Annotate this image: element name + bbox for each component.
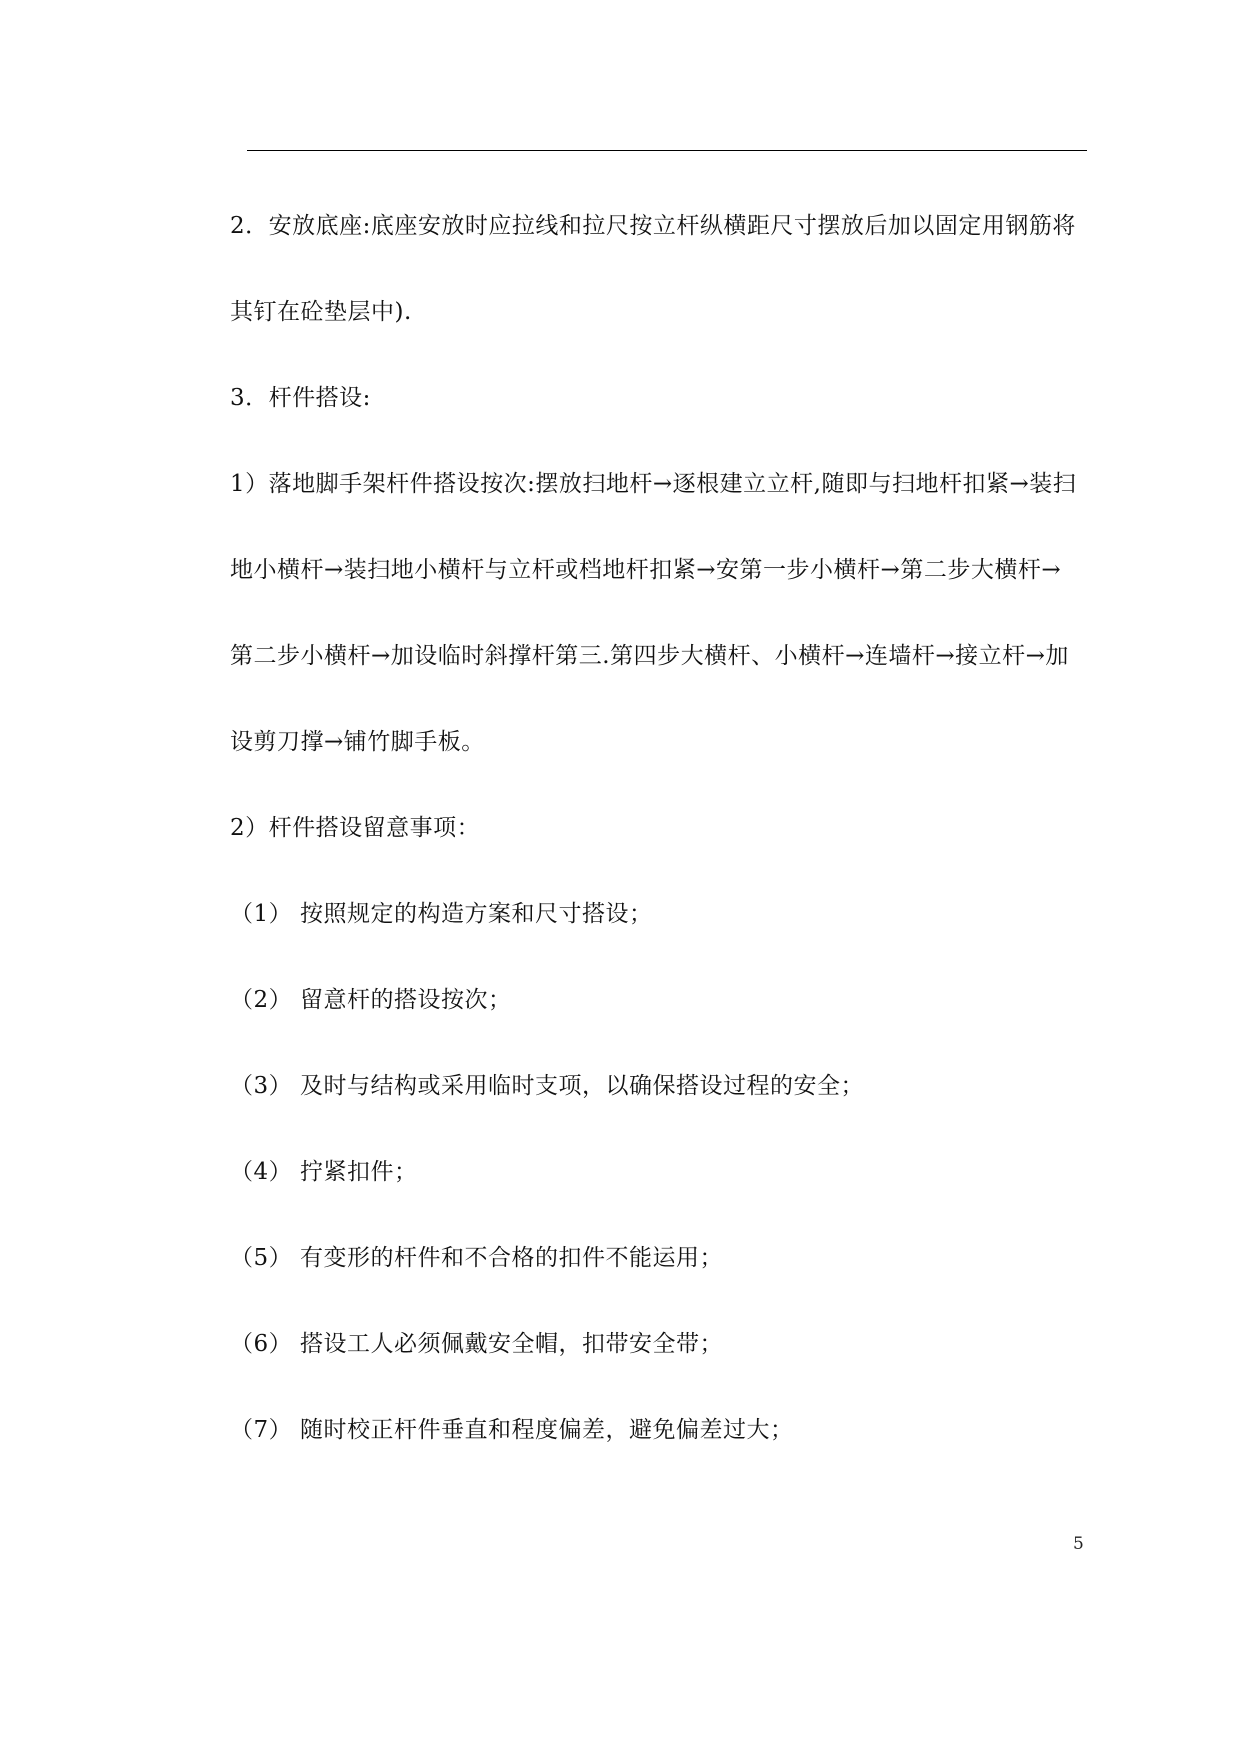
paragraph-line: 第二步小横杆→加设临时斜撑杆第三.第四步大横杆、小横杆→连墙杆→接立杆→加	[230, 643, 1069, 669]
page-number: 5	[1073, 1534, 1084, 1554]
list-item-number: （3）	[230, 1073, 293, 1099]
section-heading: 3．杆件搭设:	[230, 385, 371, 411]
list-item	[230, 985, 512, 1015]
paragraph-line: 2．安放底座:底座安放时应拉线和拉尺按立杆纵横距尺寸摆放后加以固定用钢筋将	[230, 213, 1076, 239]
list-item-text: 按照规定的构造方案和尺寸搭设；	[300, 901, 653, 927]
list-item	[230, 1071, 864, 1101]
list-item	[230, 1243, 723, 1273]
list-item-number: （6）	[230, 1331, 293, 1357]
list-item-number: （2）	[230, 987, 293, 1013]
list-item-number: （5）	[230, 1245, 293, 1271]
list-item	[230, 899, 653, 929]
header-rule	[247, 150, 1087, 151]
list-item-text: 有变形的杆件和不合格的扣件不能运用；	[300, 1245, 723, 1271]
list-item-number: （4）	[230, 1159, 293, 1185]
list-item-text: 随时校正杆件垂直和程度偏差，避免偏差过大；	[300, 1417, 794, 1443]
list-item	[230, 1329, 723, 1359]
paragraph-line: 地小横杆→装扫地小横杆与立杆或档地杆扣紧→安第一步小横杆→第二步大横杆→	[230, 557, 1062, 583]
list-item	[230, 1415, 794, 1445]
list-item-number: （7）	[230, 1417, 293, 1443]
paragraph-line: 设剪刀撑→铺竹脚手板。	[230, 729, 485, 755]
list-item	[230, 1157, 418, 1187]
list-item-text: 及时与结构或采用临时支项，以确保搭设过程的安全；	[300, 1073, 864, 1099]
list-item-number: （1）	[230, 901, 293, 927]
list-item-text: 搭设工人必须佩戴安全帽，扣带安全带；	[300, 1331, 723, 1357]
paragraph-line: 其钉在砼垫层中).	[230, 299, 412, 325]
subsection-heading: 2）杆件搭设留意事项：	[230, 815, 481, 841]
list-item-text: 拧紧扣件；	[300, 1159, 418, 1185]
list-item-text: 留意杆的搭设按次；	[300, 987, 512, 1013]
paragraph-line: 1）落地脚手架杆件搭设按次:摆放扫地杆→逐根建立立杆,随即与扫地杆扣紧→装扫	[230, 471, 1077, 497]
